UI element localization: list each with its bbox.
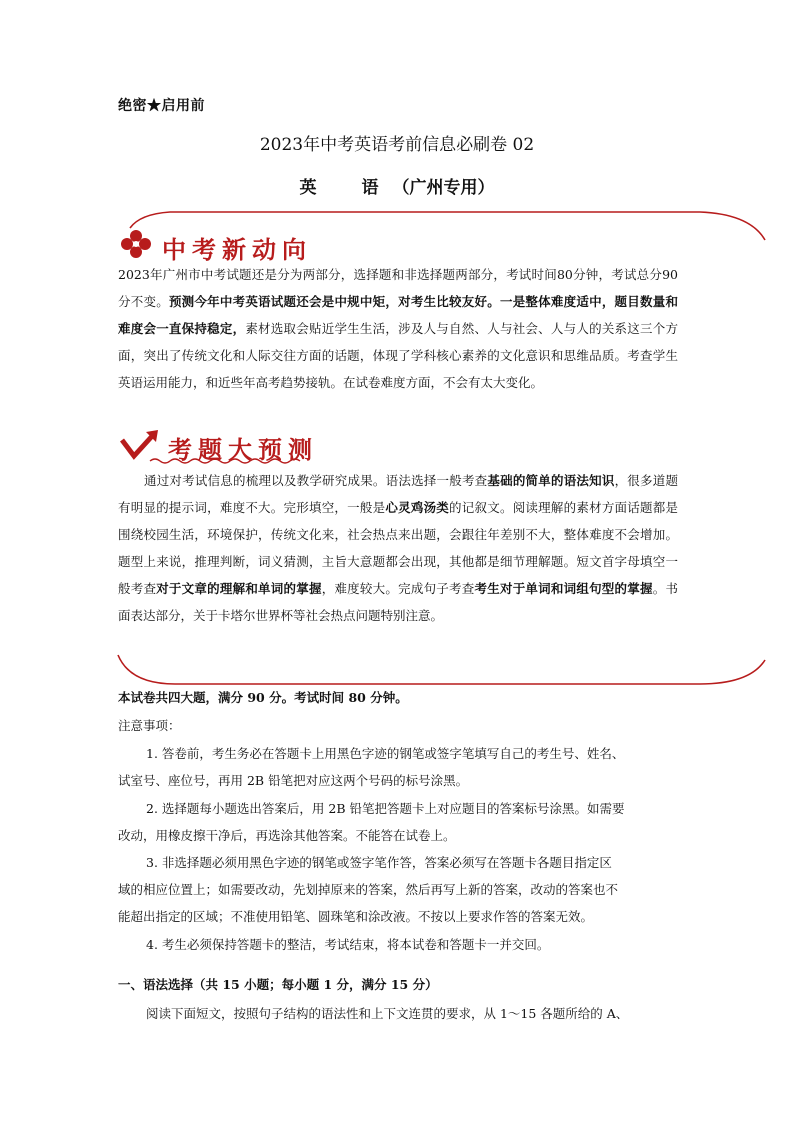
forecast-text-1: 通过对考试信息的梳理以及教学研究成果。语法选择一般考查 — [144, 473, 488, 488]
trend-heading: 中考新动向 — [162, 236, 312, 264]
clover-icon — [121, 230, 151, 258]
notice-item-1a: 1. 答卷前，考生务必在答题卡上用黑色字迹的钢笔或签字笔填写自己的考生号、姓名、 — [146, 746, 625, 761]
forecast-text-2: ，很多道题有明显的提示词，难度不大。完形填空，一般是 — [118, 473, 678, 515]
trend-text-1: 2023年广州市中考试题还是分为两部分，选择题和非选择题两部分，考试时间80分钟，考试总分90分不变。 — [118, 267, 678, 309]
forecast-text-3: 的记叙文。阅读理解的素材方面话题都是围绕校园生活，环境保护，传统文化来，社会热点来出题，会跟往年差别不大，整体难度不会增加。题型上来说，推理判断，词义猜测，主旨大意题都会出现，其他都是细节理解题。短文首字母填空一般考查 — [118, 500, 678, 596]
subject-name: 英 语 — [299, 178, 393, 198]
part1-heading: 一、语法选择（共 15 小题；每小题 1 分，满分 15 分） — [118, 977, 438, 992]
forecast-heading: 考题大预测 — [168, 436, 318, 464]
notice-label: 注意事项： — [118, 718, 181, 733]
forecast-text-4: ，难度较大。完成句子考查 — [321, 581, 475, 596]
trend-text-2: 素材选取会贴近学生生活，涉及人与自然、人与社会、人与人的关系这三个方面，突出了传统文化和人际交往方面的话题，体现了学科核心素养的文化意识和思维品质。考查学生英语运用能力，和近些年高考趋势接轨。在试卷难度方面，不会有太大变化。 — [118, 321, 678, 390]
page-title: 2023年中考英语考前信息必刷卷 02 — [259, 135, 535, 155]
notice-item-1b: 试室号、座位号，再用 2B 铅笔把对应这两个号码的标号涂黑。 — [118, 773, 469, 788]
trend-text-bold: 预测今年中考英语试题还会是中规中矩，对考生比较友好。一是整体难度适中，题目数量和难度会一直保持稳定， — [118, 294, 678, 336]
notice-item-3b: 域的相应位置上；如需要改动，先划掉原来的答案，然后再写上新的答案，改动的答案也不 — [118, 882, 619, 897]
forecast-text-5: 。书面表达部分，关于卡塔尔世界杯等社会热点问题特别注意。 — [118, 581, 678, 623]
left-bottom-arc — [118, 655, 765, 684]
forecast-bold-1: 基础的简单的语法知识 — [487, 473, 615, 488]
forecast-bold-2: 心灵鸡汤类 — [385, 500, 450, 515]
notice-item-3a: 3. 非选择题必须用黑色字迹的钢笔或签字笔作答，答案必须写在答题卡各题目指定区 — [146, 855, 612, 870]
part1-intro: 阅读下面短文，按照句子结构的语法性和上下文连贯的要求，从 1～15 各题所给的 A、 — [146, 1006, 629, 1021]
forecast-bold-3: 对于文章的理解和单词的掌握 — [156, 581, 322, 596]
notice-item-2b: 改动，用橡皮擦干净后，再选涂其他答案。不能答在试卷上。 — [118, 828, 456, 843]
confidential-label: 绝密★启用前 — [118, 98, 205, 114]
forecast-bold-4: 考生对于单词和词组句型的掌握 — [474, 581, 653, 596]
notice-item-3c: 能超出指定的区域；不准使用铅笔、圆珠笔和涂改液。不按以上要求作答的答案无效。 — [118, 909, 594, 924]
exam-summary: 本试卷共四大题，满分 90 分。考试时间 80 分钟。 — [118, 690, 408, 705]
subject-note: （广州专用） — [392, 178, 495, 198]
notice-item-4: 4. 考生必须保持答题卡的整洁，考试结束，将本试卷和答题卡一并交回。 — [146, 937, 550, 952]
trend-paragraph — [118, 261, 678, 396]
trend-arrow-icon — [122, 430, 158, 456]
forecast-paragraph — [118, 467, 678, 629]
notice-item-2a: 2. 选择题每小题选出答案后，用 2B 铅笔把答题卡上对应题目的答案标号涂黑。如需要 — [146, 801, 625, 816]
page-subtitle — [0, 173, 794, 198]
